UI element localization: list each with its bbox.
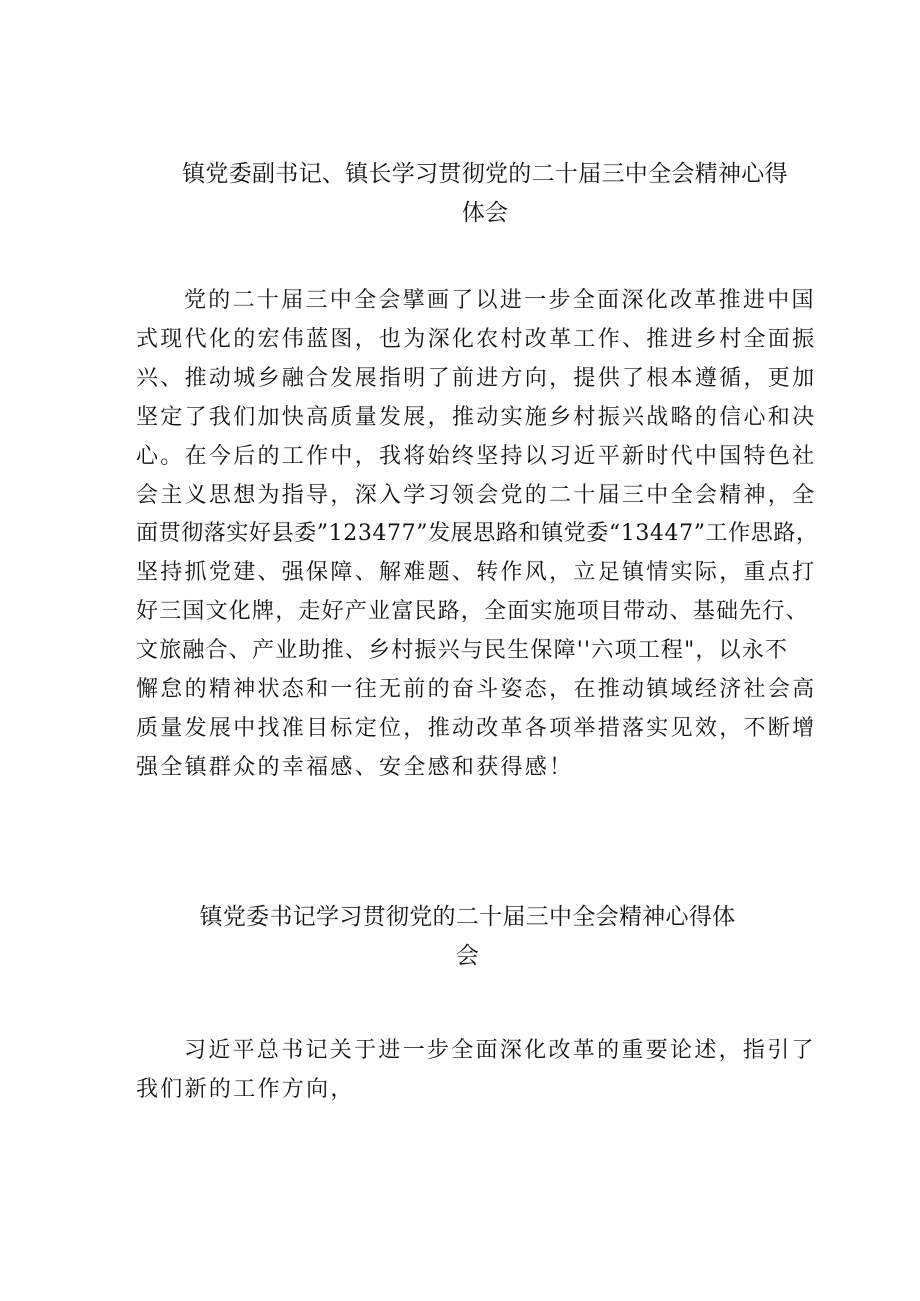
title-line: 会	[455, 943, 480, 969]
paragraph-line: 我们新的工作方向，	[136, 1076, 355, 1102]
paragraph-line: 质量发展中找准目标定位，推动改革各项举措落实见效，不断增	[136, 715, 817, 741]
paragraph-line: 面贯彻落实好县委”123477”发展思路和镇党委“13447”工作思路，	[136, 521, 819, 547]
paragraph-line: 懈怠的精神状态和一往无前的奋斗姿态，在推动镇域经济社会高	[136, 677, 817, 703]
section-1-title	[170, 155, 800, 233]
paragraph-line: 坚定了我们加快高质量发展，推动实施乡村振兴战略的信心和决	[136, 404, 817, 430]
paragraph-line: 党的二十届三中全会擘画了以进一步全面深化改革推进中国	[184, 288, 816, 313]
paragraph-line: 好三国文化牌，走好产业富民路，全面实施项目带动、基础先行、	[136, 599, 809, 625]
paragraph-line: 心。在今后的工作中，我将始终坚持以习近平新时代中国特色社	[136, 443, 817, 469]
paragraph-line: 文旅融合、产业助推、乡村振兴与民生保障''六项工程"，以永不	[136, 638, 789, 664]
paragraph-line: 强全镇群众的幸福感、安全感和获得感！	[136, 754, 574, 780]
section-1-paragraph	[136, 282, 819, 788]
title-line: 镇党委副书记、镇长学习贯彻党的二十届三中全会精神心得	[182, 161, 788, 187]
title-line: 镇党委书记学习贯彻党的二十届三中全会精神心得体	[199, 904, 736, 930]
paragraph-line: 习近平总书记关于进一步全面深化改革的重要论述，指引了	[184, 1038, 816, 1063]
section-2-title	[190, 898, 745, 976]
paragraph-line: 式现代化的宏伟蓝图，也为深化农村改革工作、推进乡村全面振	[136, 326, 817, 352]
section-2-paragraph	[136, 1032, 816, 1110]
title-line: 体会	[461, 200, 509, 226]
paragraph-line: 兴、推动城乡融合发展指明了前进方向，提供了根本遵循，更加	[136, 365, 817, 391]
paragraph-line: 坚持抓党建、强保障、解难题、转作风，立足镇情实际，重点打	[136, 560, 817, 586]
paragraph-line: 会主义思想为指导，深入学习领会党的二十届三中全会精神，全	[136, 482, 817, 508]
